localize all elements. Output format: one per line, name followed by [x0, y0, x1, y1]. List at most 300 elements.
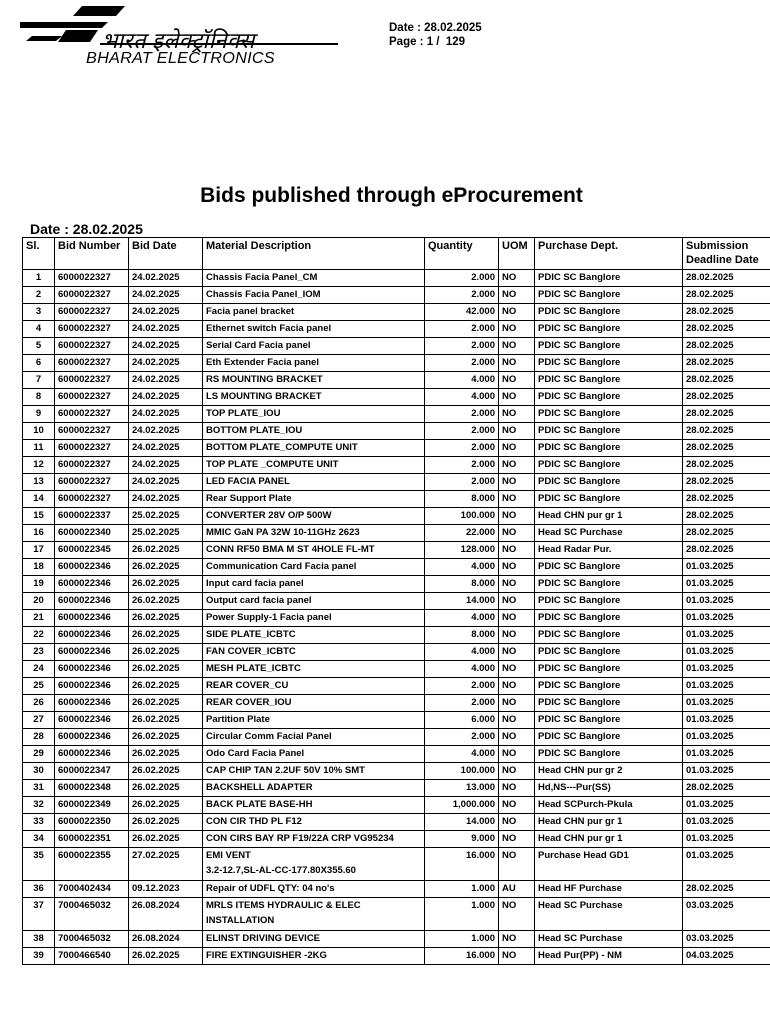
- cell-deadline: 01.03.2025: [683, 593, 770, 610]
- table-row: [23, 423, 770, 440]
- cell-bid-number: 6000022345: [55, 542, 129, 559]
- cell-quantity: 2.000: [425, 321, 499, 338]
- table-row: [23, 491, 770, 508]
- cell-uom: NO: [499, 355, 535, 372]
- cell-material-description: SIDE PLATE_ICBTC: [203, 627, 425, 644]
- cell-quantity: 2.000: [425, 678, 499, 695]
- cell-bid-date: 26.02.2025: [129, 763, 203, 780]
- cell-material-description: Chassis Facia Panel_IOM: [203, 287, 425, 304]
- cell-uom: NO: [499, 797, 535, 814]
- cell-bid-number: 6000022327: [55, 287, 129, 304]
- cell-bid-number: 6000022347: [55, 763, 129, 780]
- cell-purchase-dept: PDIC SC Banglore: [535, 423, 683, 440]
- cell-purchase-dept: Head CHN pur gr 1: [535, 831, 683, 848]
- table-row: [23, 627, 770, 644]
- cell-deadline: 28.02.2025: [683, 423, 770, 440]
- cell-quantity: 1.000: [425, 898, 499, 931]
- cell-material-description: Circular Comm Facial Panel: [203, 729, 425, 746]
- cell-material-description: Repair of UDFL QTY: 04 no's: [203, 881, 425, 898]
- cell-deadline: 01.03.2025: [683, 763, 770, 780]
- table-row: [23, 814, 770, 831]
- cell-bid-date: 24.02.2025: [129, 321, 203, 338]
- cell-bid-date: 24.02.2025: [129, 457, 203, 474]
- cell-uom: NO: [499, 593, 535, 610]
- cell-deadline: 28.02.2025: [683, 338, 770, 355]
- cell-material-description: BOTTOM PLATE_COMPUTE UNIT: [203, 440, 425, 457]
- table-row: [23, 389, 770, 406]
- cell-quantity: 2.000: [425, 406, 499, 423]
- cell-purchase-dept: PDIC SC Banglore: [535, 644, 683, 661]
- cell-sl: 14: [23, 491, 55, 508]
- cell-deadline: 28.02.2025: [683, 304, 770, 321]
- cell-bid-number: 6000022327: [55, 372, 129, 389]
- cell-deadline: 03.03.2025: [683, 898, 770, 931]
- cell-purchase-dept: PDIC SC Banglore: [535, 491, 683, 508]
- cell-bid-date: 25.02.2025: [129, 525, 203, 542]
- cell-sl: 20: [23, 593, 55, 610]
- cell-deadline: 28.02.2025: [683, 780, 770, 797]
- cell-bid-number: 6000022327: [55, 491, 129, 508]
- cell-purchase-dept: PDIC SC Banglore: [535, 304, 683, 321]
- cell-material-description: Ethernet switch Facia panel: [203, 321, 425, 338]
- table-row: [23, 576, 770, 593]
- cell-sl: 33: [23, 814, 55, 831]
- cell-bid-date: 26.02.2025: [129, 797, 203, 814]
- cell-bid-number: 6000022346: [55, 712, 129, 729]
- cell-uom: NO: [499, 270, 535, 287]
- cell-purchase-dept: PDIC SC Banglore: [535, 338, 683, 355]
- cell-material-description: Odo Card Facia Panel: [203, 746, 425, 763]
- cell-material-description: REAR COVER_IOU: [203, 695, 425, 712]
- header-quantity: Quantity: [425, 238, 499, 270]
- table-row: [23, 559, 770, 576]
- cell-deadline: 28.02.2025: [683, 525, 770, 542]
- cell-bid-number: 6000022346: [55, 627, 129, 644]
- cell-uom: NO: [499, 729, 535, 746]
- cell-bid-number: 6000022337: [55, 508, 129, 525]
- cell-material-description: Facia panel bracket: [203, 304, 425, 321]
- cell-bid-date: 24.02.2025: [129, 304, 203, 321]
- cell-material-description: ELINST DRIVING DEVICE: [203, 931, 425, 948]
- cell-material-description: RS MOUNTING BRACKET: [203, 372, 425, 389]
- cell-sl: 5: [23, 338, 55, 355]
- cell-uom: NO: [499, 440, 535, 457]
- cell-material-description: CON CIR THD PL F12: [203, 814, 425, 831]
- cell-uom: NO: [499, 389, 535, 406]
- cell-bid-date: 26.02.2025: [129, 644, 203, 661]
- cell-bid-date: 26.02.2025: [129, 576, 203, 593]
- cell-uom: NO: [499, 746, 535, 763]
- cell-uom: NO: [499, 474, 535, 491]
- cell-uom: NO: [499, 948, 535, 965]
- cell-quantity: 1.000: [425, 881, 499, 898]
- table-row: [23, 780, 770, 797]
- cell-purchase-dept: Head SC Purchase: [535, 525, 683, 542]
- cell-quantity: 2.000: [425, 287, 499, 304]
- cell-deadline: 28.02.2025: [683, 321, 770, 338]
- cell-material-description: CONVERTER 28V O/P 500W: [203, 508, 425, 525]
- cell-uom: NO: [499, 712, 535, 729]
- cell-bid-number: 6000022346: [55, 746, 129, 763]
- cell-bid-date: 24.02.2025: [129, 338, 203, 355]
- cell-deadline: 01.03.2025: [683, 644, 770, 661]
- cell-material-description: TOP PLATE_IOU: [203, 406, 425, 423]
- cell-purchase-dept: Head CHN pur gr 2: [535, 763, 683, 780]
- cell-purchase-dept: PDIC SC Banglore: [535, 457, 683, 474]
- cell-bid-number: 7000402434: [55, 881, 129, 898]
- cell-bid-date: 26.02.2025: [129, 610, 203, 627]
- cell-sl: 7: [23, 372, 55, 389]
- cell-sl: 18: [23, 559, 55, 576]
- cell-bid-number: 6000022346: [55, 729, 129, 746]
- cell-quantity: 14.000: [425, 814, 499, 831]
- cell-bid-number: 6000022327: [55, 355, 129, 372]
- cell-purchase-dept: Hd,NS---Pur(SS): [535, 780, 683, 797]
- cell-quantity: 4.000: [425, 644, 499, 661]
- cell-uom: NO: [499, 627, 535, 644]
- cell-bid-date: 26.02.2025: [129, 627, 203, 644]
- bids-table: [22, 237, 770, 965]
- cell-quantity: 16.000: [425, 848, 499, 881]
- cell-sl: 15: [23, 508, 55, 525]
- cell-bid-date: 26.02.2025: [129, 542, 203, 559]
- cell-material-description: LED FACIA PANEL: [203, 474, 425, 491]
- cell-bid-number: 6000022350: [55, 814, 129, 831]
- cell-bid-number: 6000022349: [55, 797, 129, 814]
- cell-material-description: Input card facia panel: [203, 576, 425, 593]
- cell-quantity: 4.000: [425, 372, 499, 389]
- company-logo: [20, 4, 340, 70]
- cell-sl: 3: [23, 304, 55, 321]
- table-row: [23, 763, 770, 780]
- cell-bid-date: 24.02.2025: [129, 491, 203, 508]
- cell-quantity: 4.000: [425, 389, 499, 406]
- cell-material-description: EMI VENT 3.2-12.7,SL-AL-CC-177.80X355.60: [203, 848, 425, 881]
- cell-purchase-dept: PDIC SC Banglore: [535, 321, 683, 338]
- cell-uom: NO: [499, 661, 535, 678]
- cell-material-description: MMIC GaN PA 32W 10-11GHz 2623: [203, 525, 425, 542]
- cell-purchase-dept: Head CHN pur gr 1: [535, 814, 683, 831]
- cell-quantity: 9.000: [425, 831, 499, 848]
- cell-material-description: Partition Plate: [203, 712, 425, 729]
- document-meta: [389, 21, 482, 49]
- cell-uom: NO: [499, 814, 535, 831]
- cell-uom: NO: [499, 831, 535, 848]
- cell-bid-number: 6000022346: [55, 610, 129, 627]
- cell-uom: NO: [499, 576, 535, 593]
- cell-sl: 4: [23, 321, 55, 338]
- cell-deadline: 28.02.2025: [683, 491, 770, 508]
- cell-sl: 9: [23, 406, 55, 423]
- cell-bid-date: 24.02.2025: [129, 406, 203, 423]
- cell-bid-number: 6000022327: [55, 474, 129, 491]
- table-row: [23, 898, 770, 931]
- header-purchase-dept: Purchase Dept.: [535, 238, 683, 270]
- cell-deadline: 28.02.2025: [683, 406, 770, 423]
- cell-uom: NO: [499, 610, 535, 627]
- table-row: [23, 881, 770, 898]
- cell-purchase-dept: PDIC SC Banglore: [535, 559, 683, 576]
- table-row: [23, 525, 770, 542]
- cell-bid-date: 09.12.2023: [129, 881, 203, 898]
- cell-material-description: Rear Support Plate: [203, 491, 425, 508]
- cell-sl: 31: [23, 780, 55, 797]
- cell-bid-number: 6000022346: [55, 576, 129, 593]
- table-row: [23, 457, 770, 474]
- table-row: [23, 355, 770, 372]
- cell-material-description: Power Supply-1 Facia panel: [203, 610, 425, 627]
- cell-bid-date: 24.02.2025: [129, 440, 203, 457]
- cell-uom: NO: [499, 644, 535, 661]
- cell-sl: 24: [23, 661, 55, 678]
- cell-bid-date: 24.02.2025: [129, 372, 203, 389]
- cell-purchase-dept: Head SC Purchase: [535, 898, 683, 931]
- cell-bid-number: 6000022327: [55, 321, 129, 338]
- table-header-row: [23, 238, 770, 270]
- cell-bid-number: 6000022327: [55, 406, 129, 423]
- cell-quantity: 2.000: [425, 270, 499, 287]
- cell-bid-date: 26.02.2025: [129, 678, 203, 695]
- cell-quantity: 4.000: [425, 746, 499, 763]
- cell-uom: NO: [499, 338, 535, 355]
- page-title: Bids published through eProcurement: [200, 184, 583, 207]
- cell-bid-number: 7000465032: [55, 898, 129, 931]
- cell-sl: 28: [23, 729, 55, 746]
- cell-sl: 38: [23, 931, 55, 948]
- cell-bid-number: 6000022327: [55, 338, 129, 355]
- cell-purchase-dept: Head SC Purchase: [535, 931, 683, 948]
- cell-quantity: 14.000: [425, 593, 499, 610]
- cell-bid-number: 6000022351: [55, 831, 129, 848]
- cell-sl: 1: [23, 270, 55, 287]
- cell-material-description: Serial Card Facia panel: [203, 338, 425, 355]
- cell-quantity: 8.000: [425, 576, 499, 593]
- cell-uom: NO: [499, 508, 535, 525]
- cell-bid-date: 26.02.2025: [129, 746, 203, 763]
- cell-quantity: 4.000: [425, 559, 499, 576]
- table-row: [23, 372, 770, 389]
- cell-bid-date: 26.02.2025: [129, 729, 203, 746]
- cell-quantity: 1.000: [425, 931, 499, 948]
- cell-bid-date: 26.02.2025: [129, 780, 203, 797]
- cell-material-description: BOTTOM PLATE_IOU: [203, 423, 425, 440]
- cell-uom: NO: [499, 931, 535, 948]
- table-row: [23, 610, 770, 627]
- cell-deadline: 01.03.2025: [683, 695, 770, 712]
- cell-bid-date: 24.02.2025: [129, 389, 203, 406]
- cell-bid-number: 6000022327: [55, 270, 129, 287]
- cell-material-description: Communication Card Facia panel: [203, 559, 425, 576]
- header-bid-date: Bid Date: [129, 238, 203, 270]
- cell-material-description: Output card facia panel: [203, 593, 425, 610]
- cell-sl: 6: [23, 355, 55, 372]
- cell-purchase-dept: PDIC SC Banglore: [535, 593, 683, 610]
- cell-quantity: 42.000: [425, 304, 499, 321]
- cell-sl: 22: [23, 627, 55, 644]
- cell-quantity: 2.000: [425, 423, 499, 440]
- cell-material-description: Chassis Facia Panel_CM: [203, 270, 425, 287]
- cell-deadline: 01.03.2025: [683, 559, 770, 576]
- cell-deadline: 01.03.2025: [683, 576, 770, 593]
- cell-deadline: 28.02.2025: [683, 270, 770, 287]
- cell-sl: 32: [23, 797, 55, 814]
- cell-deadline: 28.02.2025: [683, 372, 770, 389]
- cell-material-description: LS MOUNTING BRACKET: [203, 389, 425, 406]
- cell-bid-date: 26.02.2025: [129, 814, 203, 831]
- cell-sl: 10: [23, 423, 55, 440]
- cell-purchase-dept: Head Pur(PP) - NM: [535, 948, 683, 965]
- cell-bid-date: 24.02.2025: [129, 474, 203, 491]
- cell-bid-number: 6000022346: [55, 593, 129, 610]
- cell-deadline: 01.03.2025: [683, 712, 770, 729]
- cell-material-description: BACK PLATE BASE-HH: [203, 797, 425, 814]
- cell-purchase-dept: PDIC SC Banglore: [535, 695, 683, 712]
- cell-bid-number: 6000022327: [55, 389, 129, 406]
- cell-uom: NO: [499, 321, 535, 338]
- cell-material-description: REAR COVER_CU: [203, 678, 425, 695]
- table-row: [23, 508, 770, 525]
- cell-bid-number: 6000022327: [55, 423, 129, 440]
- cell-sl: 8: [23, 389, 55, 406]
- cell-material-description: MRLS ITEMS HYDRAULIC & ELEC INSTALLATION: [203, 898, 425, 931]
- cell-sl: 29: [23, 746, 55, 763]
- cell-uom: NO: [499, 491, 535, 508]
- cell-deadline: 01.03.2025: [683, 678, 770, 695]
- table-row: [23, 287, 770, 304]
- cell-bid-date: 26.02.2025: [129, 661, 203, 678]
- cell-sl: 16: [23, 525, 55, 542]
- cell-purchase-dept: PDIC SC Banglore: [535, 678, 683, 695]
- cell-material-description: TOP PLATE _COMPUTE UNIT: [203, 457, 425, 474]
- cell-bid-date: 24.02.2025: [129, 270, 203, 287]
- cell-bid-number: 6000022327: [55, 440, 129, 457]
- cell-bid-date: 26.08.2024: [129, 931, 203, 948]
- cell-quantity: 2.000: [425, 695, 499, 712]
- cell-bid-number: 6000022340: [55, 525, 129, 542]
- cell-purchase-dept: PDIC SC Banglore: [535, 576, 683, 593]
- cell-sl: 39: [23, 948, 55, 965]
- cell-purchase-dept: Head SCPurch-Pkula: [535, 797, 683, 814]
- cell-bid-date: 26.02.2025: [129, 559, 203, 576]
- cell-sl: 12: [23, 457, 55, 474]
- cell-sl: 11: [23, 440, 55, 457]
- cell-bid-number: 6000022346: [55, 695, 129, 712]
- cell-purchase-dept: PDIC SC Banglore: [535, 389, 683, 406]
- cell-uom: NO: [499, 457, 535, 474]
- cell-sl: 25: [23, 678, 55, 695]
- cell-sl: 13: [23, 474, 55, 491]
- cell-bid-date: 26.02.2025: [129, 695, 203, 712]
- cell-purchase-dept: PDIC SC Banglore: [535, 729, 683, 746]
- table-row: [23, 729, 770, 746]
- report-date: Date : 28.02.2025: [30, 221, 143, 237]
- cell-uom: NO: [499, 780, 535, 797]
- cell-quantity: 2.000: [425, 338, 499, 355]
- table-row: [23, 848, 770, 881]
- cell-quantity: 22.000: [425, 525, 499, 542]
- cell-bid-number: 6000022355: [55, 848, 129, 881]
- cell-deadline: 01.03.2025: [683, 746, 770, 763]
- header-material-description: Material Description: [203, 238, 425, 270]
- cell-uom: NO: [499, 542, 535, 559]
- cell-deadline: 01.03.2025: [683, 814, 770, 831]
- cell-deadline: 28.02.2025: [683, 474, 770, 491]
- cell-purchase-dept: PDIC SC Banglore: [535, 406, 683, 423]
- cell-deadline: 01.03.2025: [683, 848, 770, 881]
- cell-sl: 23: [23, 644, 55, 661]
- cell-material-description: BACKSHELL ADAPTER: [203, 780, 425, 797]
- table-row: [23, 931, 770, 948]
- cell-uom: NO: [499, 372, 535, 389]
- cell-quantity: 13.000: [425, 780, 499, 797]
- table-row: [23, 321, 770, 338]
- table-row: [23, 440, 770, 457]
- table-row: [23, 644, 770, 661]
- cell-material-description: MESH PLATE_ICBTC: [203, 661, 425, 678]
- cell-quantity: 8.000: [425, 491, 499, 508]
- table-row: [23, 542, 770, 559]
- cell-sl: 27: [23, 712, 55, 729]
- cell-deadline: 28.02.2025: [683, 355, 770, 372]
- cell-purchase-dept: PDIC SC Banglore: [535, 372, 683, 389]
- cell-bid-date: 24.02.2025: [129, 423, 203, 440]
- cell-bid-number: 6000022346: [55, 559, 129, 576]
- cell-bid-date: 26.02.2025: [129, 948, 203, 965]
- cell-bid-number: 7000465032: [55, 931, 129, 948]
- cell-quantity: 100.000: [425, 508, 499, 525]
- cell-deadline: 28.02.2025: [683, 457, 770, 474]
- cell-bid-number: 6000022327: [55, 304, 129, 321]
- table-row: [23, 678, 770, 695]
- cell-purchase-dept: Head HF Purchase: [535, 881, 683, 898]
- cell-sl: 37: [23, 898, 55, 931]
- cell-purchase-dept: PDIC SC Banglore: [535, 712, 683, 729]
- cell-deadline: 28.02.2025: [683, 508, 770, 525]
- table-row: [23, 746, 770, 763]
- cell-sl: 19: [23, 576, 55, 593]
- cell-deadline: 01.03.2025: [683, 610, 770, 627]
- cell-quantity: 128.000: [425, 542, 499, 559]
- cell-deadline: 28.02.2025: [683, 881, 770, 898]
- cell-quantity: 2.000: [425, 457, 499, 474]
- cell-uom: AU: [499, 881, 535, 898]
- meta-date: Date : 28.02.2025: [389, 22, 482, 34]
- cell-quantity: 4.000: [425, 610, 499, 627]
- table-row: [23, 593, 770, 610]
- logo-english-text: BHARAT ELECTRONICS: [86, 50, 275, 67]
- cell-bid-date: 25.02.2025: [129, 508, 203, 525]
- cell-sl: 21: [23, 610, 55, 627]
- cell-material-description: CONN RF50 BMA M ST 4HOLE FL-MT: [203, 542, 425, 559]
- table-row: [23, 304, 770, 321]
- cell-bid-number: 7000466540: [55, 948, 129, 965]
- cell-purchase-dept: Purchase Head GD1: [535, 848, 683, 881]
- cell-quantity: 6.000: [425, 712, 499, 729]
- cell-sl: 34: [23, 831, 55, 848]
- table-row: [23, 406, 770, 423]
- cell-purchase-dept: Head Radar Pur.: [535, 542, 683, 559]
- cell-uom: NO: [499, 678, 535, 695]
- cell-quantity: 1,000.000: [425, 797, 499, 814]
- cell-uom: NO: [499, 287, 535, 304]
- cell-purchase-dept: PDIC SC Banglore: [535, 270, 683, 287]
- cell-material-description: CON CIRS BAY RP F19/22A CRP VG95234: [203, 831, 425, 848]
- cell-deadline: 04.03.2025: [683, 948, 770, 965]
- table-row: [23, 712, 770, 729]
- cell-uom: NO: [499, 304, 535, 321]
- cell-uom: NO: [499, 695, 535, 712]
- cell-uom: NO: [499, 406, 535, 423]
